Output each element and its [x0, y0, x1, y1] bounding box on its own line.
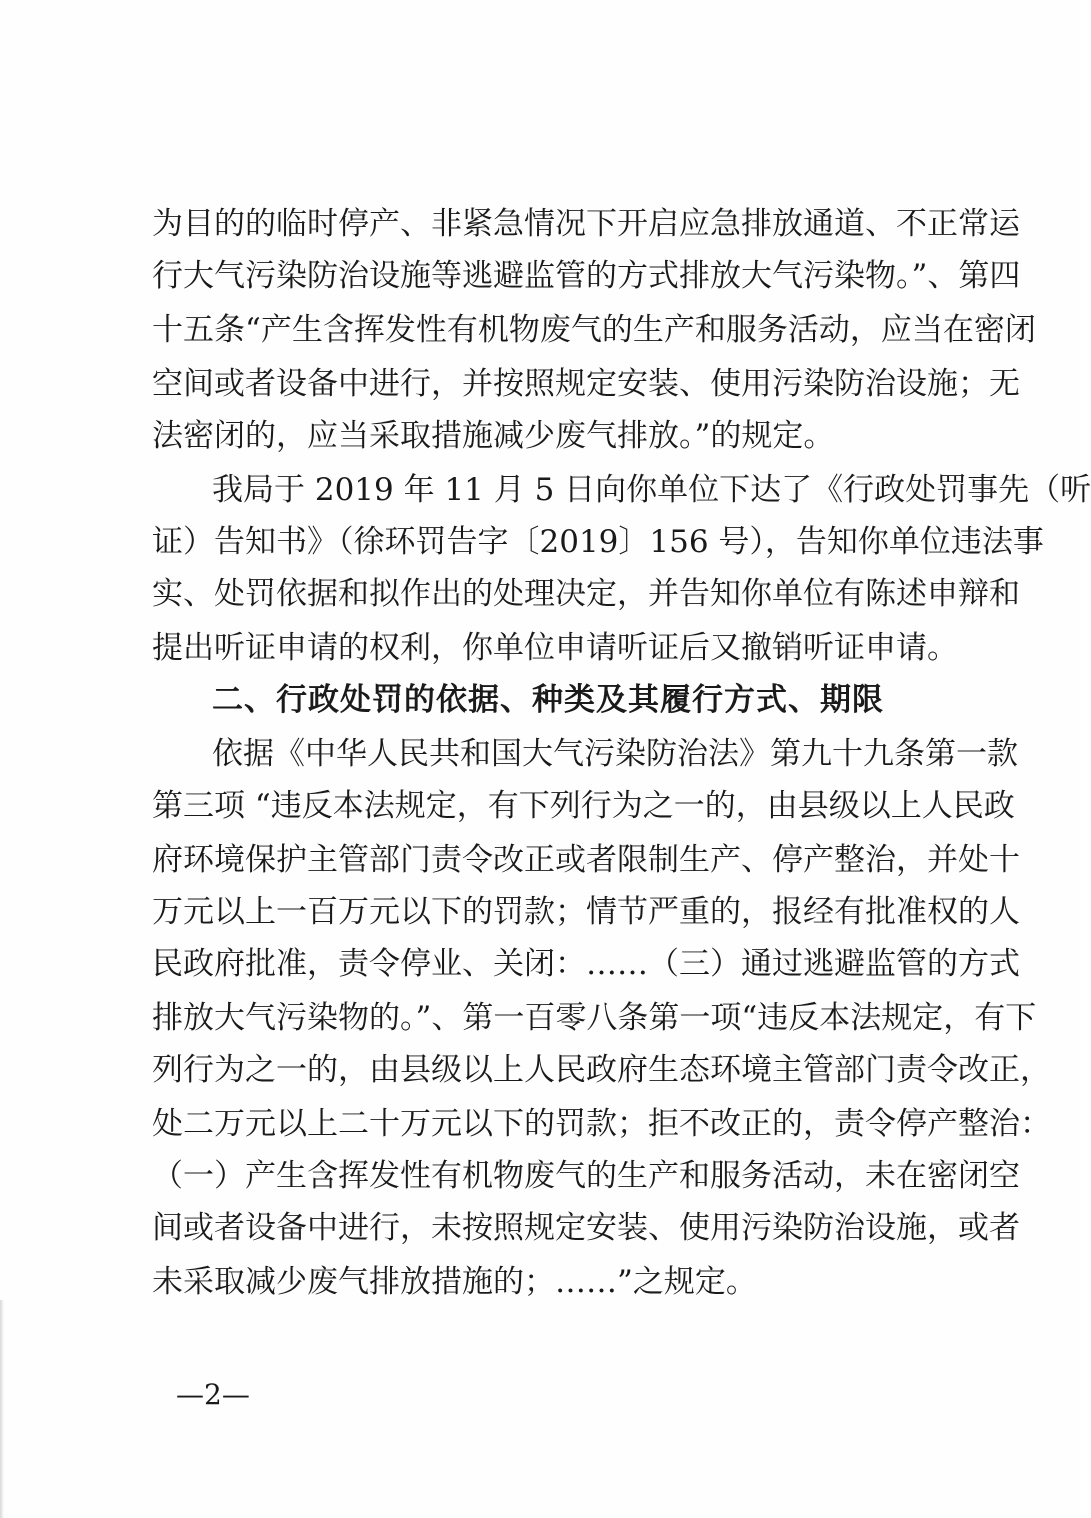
text-line: 行大气污染防治设施等逃避监管的方式排放大气污染物。”、第四: [152, 258, 1021, 294]
text-line: 空间或者设备中进行，并按照规定安装、使用污染防治设施；无: [152, 366, 1020, 402]
text-line: 为目的的临时停产、非紧急情况下开启应急排放通道、不正常运: [152, 206, 1020, 242]
text-line: 十五条“产生含挥发性有机物废气的生产和服务活动，应当在密闭: [152, 312, 1036, 348]
text-line: （一）产生含挥发性有机物废气的生产和服务活动，未在密闭空: [152, 1158, 1020, 1194]
text-line: 法密闭的，应当采取措施减少废气排放。”的规定。: [152, 418, 835, 454]
text-line: 实、处罚依据和拟作出的处理决定，并告知你单位有陈述申辩和: [152, 576, 1020, 612]
text-line: 间或者设备中进行，未按照规定安装、使用污染防治设施，或者: [152, 1210, 1020, 1246]
text-line: 民政府批准，责令停业、关闭：……（三）通过逃避监管的方式: [152, 946, 1020, 982]
text-line: 未采取减少废气排放措施的；……”之规定。: [152, 1264, 757, 1300]
text-line: 万元以上一百万元以下的罚款；情节严重的，报经有批准权的人: [152, 894, 1020, 930]
text-line: 提出听证申请的权利，你单位申请听证后又撤销听证申请。: [152, 630, 958, 666]
text-line: 证）告知书》（徐环罚告字〔2019〕156 号），告知你单位违法事: [152, 524, 1044, 560]
text-line: 府环境保护主管部门责令改正或者限制生产、停产整治，并处十: [152, 842, 1020, 878]
text-line: 依据《中华人民共和国大气污染防治法》第九十九条第一款: [212, 736, 1018, 772]
text-line: 我局于 2019 年 11 月 5 日向你单位下达了《行政处罚事先（听: [212, 472, 1091, 508]
text-line: 列行为之一的，由县级以上人民政府生态环境主管部门责令改正，: [152, 1052, 1051, 1088]
text-line: 处二万元以上二十万元以下的罚款；拒不改正的，责令停产整治：: [152, 1106, 1051, 1142]
section-heading: 二、行政处罚的依据、种类及其履行方式、期限: [212, 682, 884, 718]
page-edge-shadow: [0, 1300, 4, 1518]
text-line: 排放大气污染物的。”、第一百零八条第一项“违反本法规定，有下: [152, 1000, 1037, 1036]
page-number: —2—: [176, 1378, 250, 1411]
text-line: 第三项 “违反本法规定，有下列行为之一的，由县级以上人民政: [152, 788, 1015, 824]
